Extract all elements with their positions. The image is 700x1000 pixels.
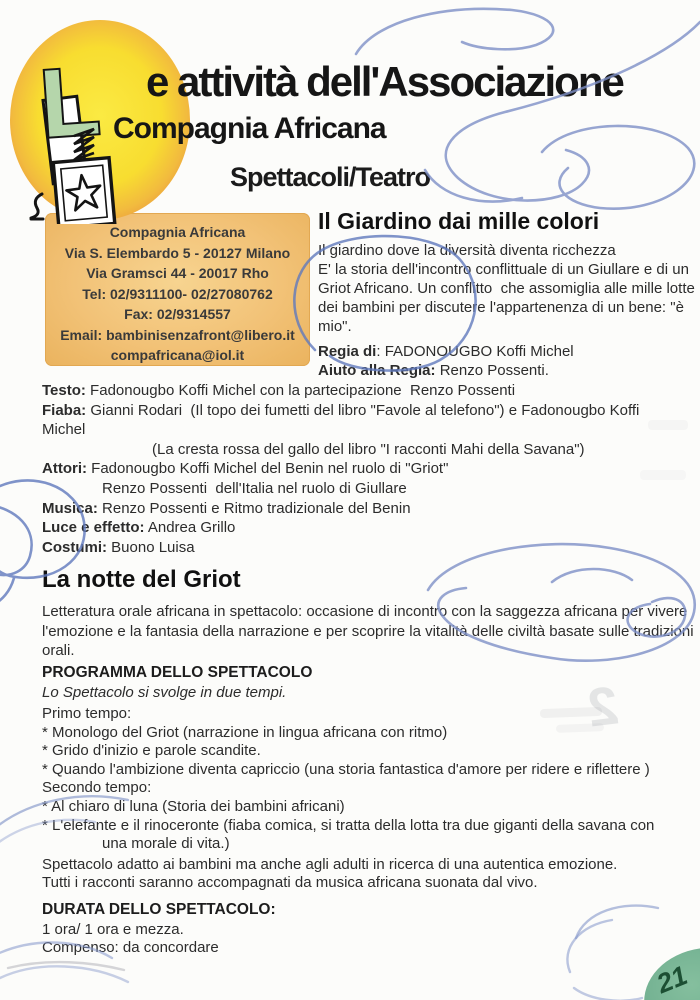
- closing-line: Tutti i racconti saranno accompagnati da musica africana suonata dal vivo.: [42, 874, 538, 891]
- pen-arc-bottom-left: [0, 966, 128, 982]
- durata-heading: DURATA DELLO SPETTACOLO:: [42, 901, 276, 918]
- contact-line: Email: bambinisenzafront@libero.it: [60, 326, 295, 343]
- program-heading: PROGRAMMA DELLO SPETTACOLO: [42, 664, 313, 681]
- pen-cloud-bottom-right: [567, 920, 612, 972]
- durata-line: 1 ora/ 1 ora e mezza.: [42, 921, 184, 938]
- show-intro-line: Il giardino dove la diversità diventa ricchezza: [318, 242, 616, 259]
- pencil-smudge: [8, 962, 124, 970]
- pen-arc: [425, 170, 522, 202]
- page-number-badge: [638, 940, 700, 1000]
- program-line: * Grido d'inizio e parole scandite.: [42, 742, 261, 760]
- contact-line: Fax: 02/9314557: [124, 306, 231, 322]
- closing-line: Spettacolo adatto ai bambini ma anche agli adulti in ricerca di una autentica emozione.: [42, 856, 618, 873]
- pen-curl: [552, 569, 632, 582]
- credit-line: Costumi: Buono Luisa: [42, 538, 195, 556]
- pen-circle-left-inner: [0, 505, 32, 575]
- contact-line: Compagnia Africana: [109, 224, 246, 240]
- notte-description: Letteratura orale africana in spettacolo: occasione di incontro con la saggezza africana per vivere l'emozione e la fantasia della narrazione e per scoprire la vitalità delle civiltà basate sulle tradizioni orali.: [42, 603, 694, 659]
- show-description: E' la storia dell'incontro conflittuale di un Giullare e di un Griot Africano. Un conflitto che assomiglia alle mille lotte dei bambini per discutere l'appartenenza di un bene: "è mio".: [318, 261, 700, 335]
- durata-line: Compenso: da concordare: [42, 939, 219, 956]
- credit-line: Renzo Possenti dell'Italia nel ruolo di Giullare: [102, 479, 407, 497]
- pen-swirl-top: [446, 22, 700, 201]
- regia-line: Regia di: FADONOUGBO Koffi Michel: [318, 343, 574, 360]
- program-subheading: Lo Spettacolo si svolge in due tempi.: [42, 684, 287, 701]
- program-line: Secondo tempo:: [42, 779, 152, 797]
- contact-line: Tel: 02/9311100- 02/27080762: [82, 285, 273, 302]
- bleed-through-number: 2: [584, 675, 622, 739]
- pen-tail: [0, 578, 14, 606]
- page-title: e attività dell'Associazione: [146, 58, 623, 105]
- contact-line: Via S. Elembardo 5 - 20127 Milano: [64, 244, 291, 261]
- program-line: * L'elefante e il rinoceronte (fiaba comica, si tratta della lotta tra due giganti della savana con: [42, 816, 655, 834]
- credit-line: Testo: Fadonougbo Koffi Michel con la partecipazione Renzo Possenti: [42, 382, 516, 399]
- credit-line: Michel: [42, 421, 86, 439]
- show-title-giardino: Il Giardino dai mille colori: [318, 208, 600, 234]
- foot-squiggle: [31, 194, 43, 219]
- pen-cloud-bottom-right: [576, 906, 658, 938]
- credit-line: Luce e effetto: Andrea Grillo: [42, 519, 236, 537]
- contact-line: Via Gramsci 44 - 20017 Rho: [86, 265, 269, 281]
- pen-cloud-top: [356, 9, 553, 54]
- page-subtitle: Compagnia Africana: [113, 112, 386, 145]
- credit-line: Attori: Fadonougbo Koffi Michel del Benin nel ruolo di "Griot": [42, 460, 449, 478]
- credit-line: Musica: Renzo Possenti e Ritmo tradizionale del Benin: [42, 499, 411, 517]
- logo-letter: L: [37, 47, 104, 159]
- credit-line: Fiaba: Gianni Rodari (Il topo dei fumetti del libro "Favole al telefono") e Fadonougbo Koffi: [42, 401, 640, 419]
- contact-line: compafricana@iol.it: [110, 347, 245, 363]
- contact-lines: [45, 213, 310, 366]
- program-line: * Al chiaro di luna (Storia dei bambini africani): [42, 797, 345, 815]
- show-title-notte: La notte del Griot: [42, 566, 241, 593]
- pen-cloud-bottom-right: [574, 988, 642, 1000]
- pen-loop-top-right: [542, 126, 694, 209]
- credit-line: (La cresta rossa del gallo del libro "I racconti Mahi della Savana"): [152, 440, 585, 458]
- aiuto-regia-line: Aiuto alla Regia: Renzo Possenti.: [318, 362, 549, 379]
- program-line: Primo tempo:: [42, 705, 132, 722]
- program-line: * Quando l'ambizione diventa capriccio (una storia fantastica d'amore per ridere e riflettere ): [42, 760, 650, 778]
- program-line: * Monologo del Griot (narrazione in lingua africana con ritmo): [42, 723, 448, 741]
- contact-info-box: [45, 213, 310, 366]
- credits-list: [42, 381, 690, 557]
- page-number: 21: [652, 960, 692, 1000]
- section-title: Spettacoli/Teatro: [230, 162, 431, 192]
- program-list: [42, 705, 697, 854]
- program-line: una morale di vita.): [102, 835, 230, 853]
